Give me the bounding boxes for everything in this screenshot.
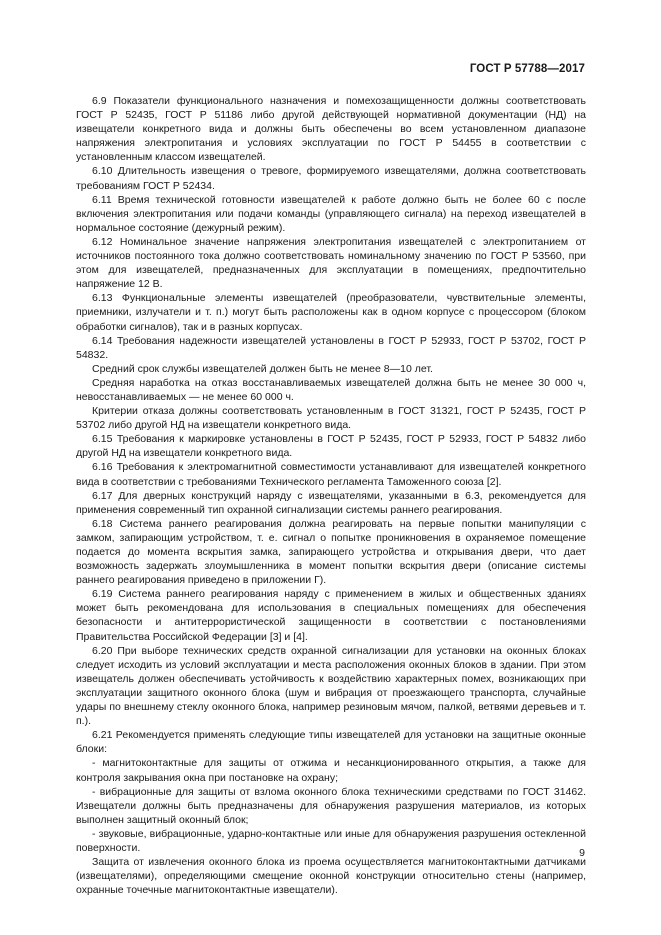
paragraph-6-20: 6.20 При выборе технических средств охранной сигнализации для установки на оконных блоках следует исходить из условий эксплуатации и места расположения оконных блоков в здании. При этом извещатель должен обеспечивать устойчивость к воздействию характерных помех, возникающих при эксплуатации защитного оконного блока (шум и вибрация от проезжающего транспорта, случайные удары по внешнему стеклу оконного блока, например резиновым мячом, палкой, ветвями деревьев и т. п.). (76, 644, 586, 728)
paragraph-6-18: 6.18 Система раннего реагирования должна реагировать на первые попытки манипуляции с замком, запирающим устройством, т. е. сигнал о попытке проникновения в охраняемое помещение подается до момента вскрытия замка, запирающего устройства и открывания двери, что дает возможность задержать злоумышленника в момент попытки вскрытия двери (описание системы раннего реагирования приведено в приложении Г). (76, 517, 586, 587)
paragraph-6-12: 6.12 Номинальное значение напряжения электропитания извещателей с электропитанием от источников постоянного тока должно соответствовать номинальному значению по ГОСТ Р 53560, при этом для извещателей, предназначенных для эксплуатации в помещениях, предпочтительно напряжение 12 В. (76, 235, 586, 291)
paragraph-6-13: 6.13 Функциональные элементы извещателей (преобразователи, чувствительные элементы, приемники, излучатели и т. п.) могут быть расположены как в одном корпусе с процессором (блоком обработки сигналов), так и в разных корпусах. (76, 292, 586, 333)
paragraph-window-removal-protection: Защита от извлечения оконного блока из проема осуществляется магнитоконтактными датчиками (извещателями), определяющими смещение оконной конструкции относительно стены (например, охранные точечные магнитоконтактные извещатели). (76, 856, 586, 897)
paragraph-6-19: 6.19 Система раннего реагирования наряду с применением в жилых и общественных зданиях может быть рекомендована для использования в специальных помещениях для обеспечения безопасности и антитеррористической защищенности в соответствии с постановлениями Правительства Российской Федерации [3] и [4]. (76, 588, 586, 643)
paragraph-6-15: 6.15 Требования к маркировке установлены в ГОСТ Р 52435, ГОСТ Р 52933, ГОСТ Р 54832 либо другой НД на извещатели конкретного вида. (76, 433, 586, 460)
list-item-acoustic: - звуковые, вибрационные, ударно-контактные или иные для обнаружения разрушения остекленной поверхности. (76, 827, 586, 854)
list-item-vibration: - вибрационные для защиты от взлома оконного блока техническими средствами по ГОСТ 31462. Извещатели должны быть предназначены для обнаружения разрушения материалов, из которых выполнен защитный оконный блок; (76, 785, 586, 826)
paragraph-6-10: 6.10 Длительность извещения о тревоге, формируемого извещателями, должна соответствовать требованиям ГОСТ Р 52434. (76, 165, 586, 192)
list-item-magnetic-contact: - магнитоконтактные для защиты от отжима и несанкционированного открытия, а также для контроля закрывания окна при постановке на охрану; (76, 757, 586, 784)
paragraph-failure-criteria: Критерии отказа должны соответствовать установленным в ГОСТ 31321, ГОСТ Р 52435, ГОСТ Р 53702 либо другой НД на извещатели конкретного вида. (76, 405, 586, 432)
paragraph-service-life: Средний срок службы извещателей должен быть не менее 8—10 лет. (92, 362, 433, 375)
paragraph-6-14: 6.14 Требования надежности извещателей установлены в ГОСТ Р 52933, ГОСТ Р 53702, ГОСТ Р 54832. (76, 334, 586, 361)
paragraph-6-21: 6.21 Рекомендуется применять следующие типы извещателей для установки на защитные оконные блоки: (76, 729, 586, 756)
document-body (76, 94, 586, 897)
paragraph-6-9: 6.9 Показатели функционального назначения и помехозащищенности должны соответствовать ГОСТ Р 52435, ГОСТ Р 51186 либо другой действующей нормативной документации (НД) на извещатели конкретного вида и должны быть обеспечены во всем установленном диапазоне напряжения электропитания и условиях эксплуатации по ГОСТ Р 54455 в соответствии с установленным классом извещателей. (76, 95, 586, 164)
paragraph-6-16: 6.16 Требования к электромагнитной совместимости устанавливают для извещателей конкретного вида в соответствии с требованиями Технического регламента Таможенного союза [2]. (76, 461, 586, 488)
document-code-header: ГОСТ Р 57788—2017 (469, 63, 585, 75)
paragraph-6-17: 6.17 Для дверных конструкций наряду с извещателями, указанными в 6.3, рекомендуется для применения современный тип охранной сигнализации системы раннего реагирования. (76, 489, 586, 516)
paragraph-6-11: 6.11 Время технической готовности извещателей к работе должно быть не более 60 с после включения электропитания или подачи команды (управляющего сигнала) на переход извещателей в нормальное состояние (дежурный режим). (76, 193, 586, 234)
page-number: 9 (579, 847, 585, 859)
paragraph-mtbf: Средняя наработка на отказ восстанавливаемых извещателей должна быть не менее 30 000 ч, невосстанавливаемых — не менее 60 000 ч. (76, 376, 586, 403)
